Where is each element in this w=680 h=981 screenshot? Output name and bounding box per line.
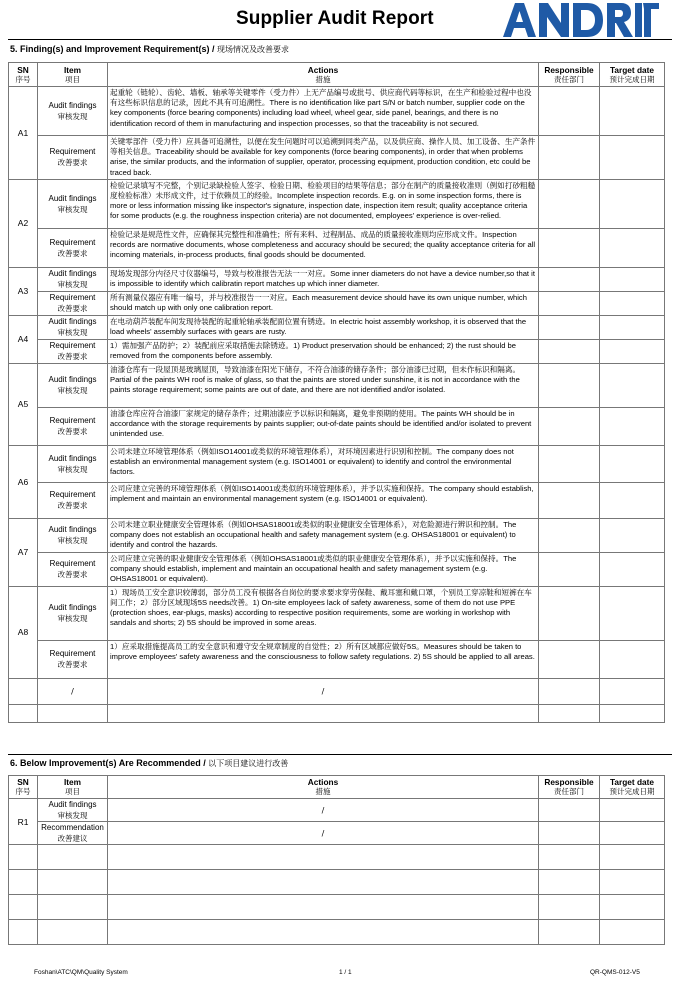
responsible-cell [539,482,600,518]
responsible-cell [539,407,600,445]
item-findings-label: Audit findings 审核发现 [38,445,108,482]
table-row [9,640,665,678]
item-requirement-label: Requirement 改善要求 [38,482,108,518]
col-item: Item 项目 [38,776,108,799]
target-date-cell [600,482,665,518]
col-sn: SN 序号 [9,63,38,87]
section6-heading-en: 6. Below Improvement(s) Are Recommended / [10,758,209,768]
responsible-cell [539,363,600,407]
blank-row [9,870,665,895]
responsible-cell [539,445,600,482]
col-responsible: Responsible 责任部门 [539,63,600,87]
row-sn: A8 [9,586,38,678]
section6-heading [10,758,288,769]
action-cell: / [108,822,539,845]
target-date-cell [600,179,665,228]
page-header [0,0,680,40]
requirement-text: 1）应采取措施提高员工的安全意识和遵守安全规章制度的自觉性；2）所有区域都应做好5S。Measures should be taken to improve employees' safety awareness and the consciousness to follow safety regulations. 2) 5S should be applied to all areas. [108,640,539,678]
item-requirement-label: Requirement 改善要求 [38,640,108,678]
requirement-text: 油漆仓库应符合油漆厂家规定的储存条件；过期油漆应予以标识和隔离，避免非预期的使用。The paints WH should be in accordance with the storage requirements by paints supplier; out-of-date paints should be identified and/or isolated to prevent unintended use. [108,407,539,445]
responsible-cell [539,339,600,363]
col-sn: SN 序号 [9,776,38,799]
item-requirement-label: Requirement 改善要求 [38,228,108,267]
target-date-cell [600,136,665,180]
blank-row [9,845,665,870]
item-requirement-label: Requirement 改善要求 [38,291,108,315]
row-sn: A6 [9,445,38,518]
table-row [9,339,665,363]
table-row [9,552,665,586]
row-sn: A1 [9,87,38,180]
target-date-cell [600,363,665,407]
target-date-cell [600,799,665,822]
target-date-cell [600,518,665,552]
row-sn: A5 [9,363,38,445]
row-sn: R1 [9,799,38,845]
row-sn: A3 [9,267,38,315]
recommend-header-row [9,776,665,799]
target-date-cell [600,822,665,845]
target-date-cell [600,228,665,267]
blank-row [9,704,665,722]
section6-heading-cn: 以下项目建议进行改善 [208,759,289,768]
table-row [9,291,665,315]
table-row [9,518,665,552]
target-date-cell [600,552,665,586]
table-row [9,586,665,640]
responsible-cell [539,552,600,586]
item-label: Audit findings 审核发现 [38,799,108,822]
footer-page: 1 / 1 [339,969,352,976]
col-target: Target date 预计完成日期 [600,776,665,799]
requirement-text: 1）需加强产品防护；2）装配前应采取措施去除锈迹。1) Product preservation should be enhanced; 2) the rust should be removed from the components before assembly. [108,339,539,363]
item-findings-label: Audit findings 审核发现 [38,267,108,291]
responsible-cell [539,267,600,291]
table-row [9,267,665,291]
table-row [9,315,665,339]
table-row [9,799,665,822]
findings-header-row [9,63,665,87]
blank-row [9,920,665,945]
requirement-text: 公司应建立完善的环境管理体系（例如ISO14001或类似的环境管理体系），并予以实施和保持。The company should establish, implement and maintain an environmental management system (e.g. ISO14001 or equivalent). [108,482,539,518]
blank-row [9,678,665,704]
footer-form-code: QR-QMS-012-V5 [590,969,640,976]
target-date-cell [600,640,665,678]
item-findings-label: Audit findings 审核发现 [38,518,108,552]
target-date-cell [600,586,665,640]
header-rule [8,39,672,40]
section5-heading [10,44,289,55]
findings-text: 起重轮（链轮）、齿轮、墙板、轴承等关键零件（受力件）上无产品编号或批号、供应商代码等标识，在生产和检验过程中也没有这些标识信息的记录，因此不具有可追溯性。There is no identification like part S/N or batch number, supplier code on the key components (force bearing components) including load wheel, wheel gear, side panel, bearings, and there is no identification record of them in manufacturing and inspection processes, so that the traceability is not secured. [108,87,539,136]
andritz-logo [503,3,659,37]
table-row [9,87,665,136]
responsible-cell [539,586,600,640]
action-cell: / [108,799,539,822]
responsible-cell [539,315,600,339]
item-findings-label: Audit findings 审核发现 [38,586,108,640]
target-date-cell [600,267,665,291]
section-rule [8,754,672,755]
section5-heading-en: 5. Finding(s) and Improvement Requirement(s) / [10,44,218,54]
table-row [9,445,665,482]
item-findings-label: Audit findings 审核发现 [38,87,108,136]
requirement-text: 所有测量仪器应有唯一编号，并与校准报告一一对应。Each measurement device should have its own unique number, which should match up with only one calibration report. [108,291,539,315]
responsible-cell [539,518,600,552]
table-row [9,363,665,407]
target-date-cell [600,315,665,339]
findings-table [8,62,665,723]
findings-text: 1）现场员工安全意识较薄弱，部分员工没有根据各自岗位的要求要求穿劳保鞋、戴耳塞和戴口罩，个别员工穿凉鞋和短裤在车间工作；2）部分区域现场5S needs改善。1) On-site employees lack of safety awareness, some of them do not use PPE (protection shoes, ear-plugs, masks) according to respective position requirements, some are working in workshop with sandals and shorts; 2) 5S should be improved in some areas. [108,586,539,640]
row-sn: A4 [9,315,38,363]
blank-row [9,895,665,920]
item-requirement-label: Requirement 改善要求 [38,407,108,445]
table-row [9,482,665,518]
findings-text: 现场发现部分内径尺寸仪器编号，导致与校准报告无法一一对应。Some inner diameters do not have a device number,so that it is impossible to identify which calibratin report matches up which inner diameter. [108,267,539,291]
page-title: Supplier Audit Report [236,8,434,29]
item-requirement-label: Requirement 改善要求 [38,552,108,586]
requirement-text: 公司应建立完善的职业健康安全管理体系（例如OHSAS18001或类似的职业健康安全管理体系），并予以实施和保持。The company should establish, implement and maintain an occupational health and safety management system (e.g. OHSAS18001 or equivalent). [108,552,539,586]
findings-text: 在电动葫芦装配车间发现待装配的起重轮轴承装配面位置有锈迹。In electric hoist assembly workshop, it is observed that the load wheels' assembly surfaces with gears are rusty. [108,315,539,339]
responsible-cell [539,179,600,228]
target-date-cell [600,291,665,315]
findings-text: 检验记录填写不完整，个别记录缺检验人签字、检验日期、检验项目的结果等信息；部分在制产的质量接收准则（例如打砂粗糙度检验标准）未形成文件，过于依赖员工的经验。Incomplete inspection records. E.g. on in some inspection forms, there is more or less information missing like inspector's signature, inspection date, inspection item result; quality acceptance criteria for some products (e.g. the roughness inspection criteria) are not documented, employees' experience is over-relied. [108,179,539,228]
findings-text: 公司未建立环境管理体系（例如ISO14001或类似的环境管理体系），对环境因素进行识别和控制。The company does not establish an environmental management system (e.g. ISO14001 or equivalent) to identify and control the environmental factors. [108,445,539,482]
target-date-cell [600,87,665,136]
responsible-cell [539,640,600,678]
col-responsible: Responsible 责任部门 [539,776,600,799]
table-row [9,179,665,228]
recommendation-table [8,775,665,945]
item-requirement-label: Requirement 改善要求 [38,136,108,180]
action-cell: / [108,678,539,704]
item-findings-label: Audit findings 审核发现 [38,315,108,339]
item-requirement-label: Requirement 改善要求 [38,339,108,363]
target-date-cell [600,445,665,482]
table-row [9,228,665,267]
col-actions: Actions 措施 [108,776,539,799]
findings-text: 油漆仓库有一段屋顶是玻璃屋顶，导致油漆在阳光下储存，不符合油漆的储存条件；部分油漆已过期，但未作标识和隔离。Partial of the paints WH roof is make of glass, so that the paints are stored under sunshine, it is not in accordance with the paints storage requirement; some paints are out of date, and there are not identified and/or isolated. [108,363,539,407]
col-target: Target date 预计完成日期 [600,63,665,87]
responsible-cell [539,136,600,180]
row-sn: A2 [9,179,38,267]
requirement-text: 关键零部件（受力件）应具备可追溯性，以便在发生问题时可以追溯到同类产品，以及供应商、操作人员、加工设备、生产条件等相关信息。Traceability should be available for key components (force bearing components), in order that when problems arise, the similar products, and the information of supplier, operator, processing equipment, production condition, etc could be traced back. [108,136,539,180]
col-item: Item 项目 [38,63,108,87]
target-date-cell [600,339,665,363]
responsible-cell [539,228,600,267]
col-actions: Actions 措施 [108,63,539,87]
row-sn: A7 [9,518,38,586]
responsible-cell [539,291,600,315]
table-row [9,136,665,180]
item-label: Recommendation 改善建议 [38,822,108,845]
findings-text: 公司未建立职业健康安全管理体系（例如OHSAS18001或类似的职业健康安全管理体系），对危险源进行辨识和控制。The company does not establish an occupational health and safety management system (e.g. OHSAS18001 or equivalent) to identify and control the hazards. [108,518,539,552]
responsible-cell [539,87,600,136]
item-findings-label: Audit findings 审核发现 [38,363,108,407]
requirement-text: 检验记录是规范性文件，应确保其完整性和准确性；所有来料、过程制品、成品的质量接收准则均应形成文件。Inspection records are normative documents, whose completeness and accuracy should be secured; the quality acceptance criteria for all incoming materials, in-process products, final goods should be documented. [108,228,539,267]
item-findings-label: Audit findings 审核发现 [38,179,108,228]
responsible-cell [539,822,600,845]
item-cell: / [38,678,108,704]
section5-heading-cn: 现场情况及改善要求 [217,45,290,54]
target-date-cell [600,407,665,445]
table-row [9,822,665,845]
responsible-cell [539,799,600,822]
table-row [9,407,665,445]
footer-path: Foshan\ATC\QM\Quality System [34,969,128,976]
